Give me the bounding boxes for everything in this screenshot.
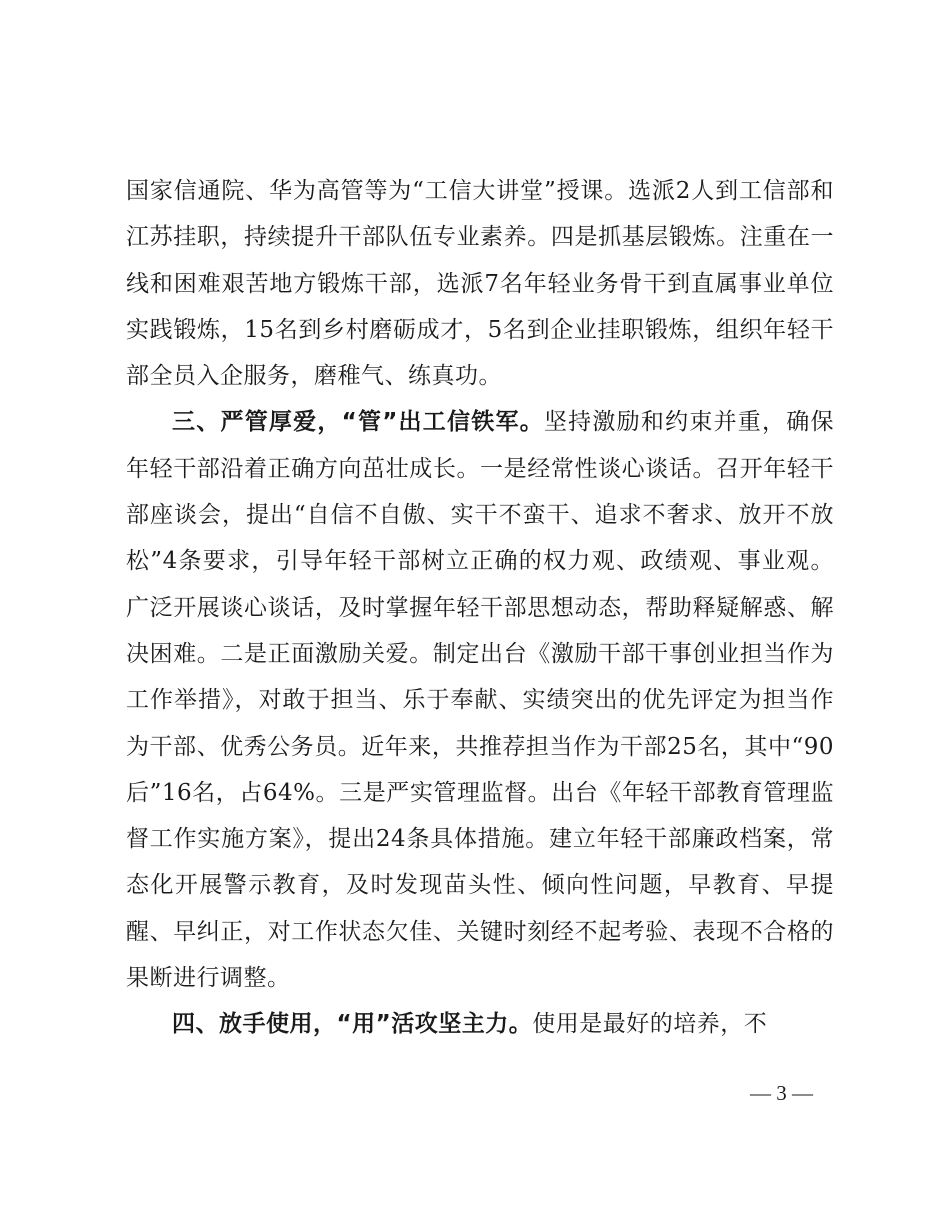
section-heading-3: 三、严管厚爱，“管”出工信铁军。	[172, 409, 544, 436]
paragraph-3	[126, 1001, 834, 1047]
paragraph-2	[126, 399, 834, 1001]
paragraph-3-text: 使用是最好的培养，不	[532, 1011, 768, 1038]
section-heading-4: 四、放手使用，“用”活攻坚主力。	[172, 1011, 533, 1038]
paragraph-1	[126, 168, 834, 399]
page-number: — 3 —	[750, 1081, 813, 1105]
document-body	[126, 168, 834, 1048]
paragraph-1-text: 国家信通院、华为高管等为“工信大讲堂”授课。选派2人到工信部和江苏挂职，持续提升干部队伍专业素养。四是抓基层锻炼。注重在一线和困难艰苦地方锻炼干部，选派7名年轻业务骨干到直属事业单位实践锻炼，15名到乡村磨砺成才，5名到企业挂职锻炼，组织年轻干部全员入企服务，磨稚气、练真功。	[126, 178, 834, 390]
paragraph-2-text: 坚持激励和约束并重，确保年轻干部沿着正确方向茁壮成长。一是经常性谈心谈话。召开年轻干部座谈会，提出“自信不自傲、实干不蛮干、追求不奢求、放开不放松”4条要求，引导年轻干部树立正确的权力观、政绩观、事业观。广泛开展谈心谈话，及时掌握年轻干部思想动态，帮助释疑解惑、解决困难。二是正面激励关爱。制定出台《激励干部干事创业担当作为工作举措》，对敢于担当、乐于奉献、实绩突出的优先评定为担当作为干部、优秀公务员。近年来，共推荐担当作为干部25名，其中“90后”16名，占64%。三是严实管理监督。出台《年轻干部教育管理监督工作实施方案》，提出24条具体措施。建立年轻干部廉政档案，常态化开展警示教育，及时发现苗头性、倾向性问题，早教育、早提醒、早纠正，对工作状态欠佳、关键时刻经不起考验、表现不合格的果断进行调整。	[126, 409, 835, 992]
